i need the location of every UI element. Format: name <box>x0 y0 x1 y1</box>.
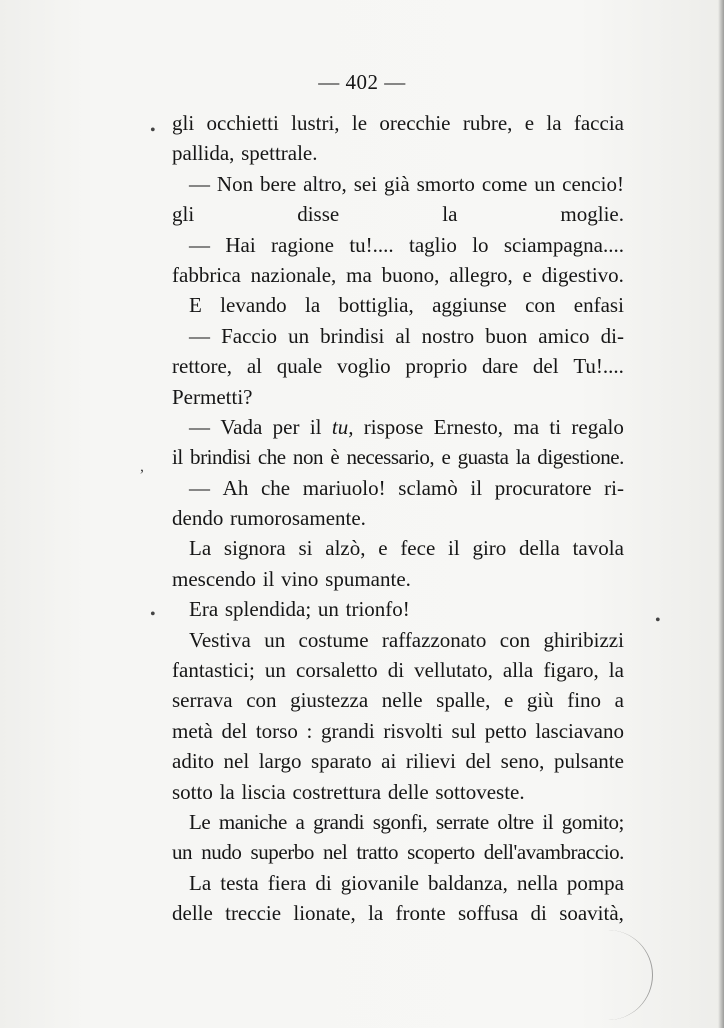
word: e <box>522 262 532 287</box>
text-line <box>172 716 624 746</box>
word: Era <box>189 597 219 622</box>
word: un <box>288 323 310 348</box>
word: adito <box>172 749 214 774</box>
word: spalle, <box>436 688 491 713</box>
word: Le <box>189 809 211 834</box>
word: largo <box>258 749 302 774</box>
word: faccia <box>573 111 624 135</box>
word: fantastici; <box>172 658 255 683</box>
word: fabbrica <box>172 262 241 287</box>
word: fiera <box>267 870 307 895</box>
word: Non <box>216 171 254 196</box>
word: già <box>383 171 410 196</box>
word: sotto <box>172 779 213 804</box>
word: nella <box>516 870 558 895</box>
word: regalo <box>571 414 624 439</box>
word: sclamò <box>398 475 458 500</box>
word: proprio <box>405 354 468 379</box>
word: smorto <box>416 171 475 196</box>
text-line <box>172 290 624 320</box>
word: serrate <box>435 809 489 834</box>
word: brindisi <box>320 323 385 348</box>
margin-mark: • <box>150 606 156 623</box>
word: digestione. <box>537 445 624 470</box>
word: tratto <box>356 840 399 865</box>
word: come <box>481 171 528 196</box>
word: signora <box>223 536 286 561</box>
word: vino <box>281 566 319 591</box>
text-line <box>172 260 624 290</box>
text-line <box>172 138 624 168</box>
word: giovanile <box>340 870 419 895</box>
text-line <box>172 321 624 351</box>
word: disse <box>297 202 340 227</box>
word: — <box>189 232 210 257</box>
word: la <box>442 202 458 227</box>
text-line <box>172 108 624 138</box>
word: vellutato, <box>414 658 493 683</box>
word: la <box>368 901 384 926</box>
word: grandi <box>321 718 375 743</box>
word: rilievi <box>405 749 456 774</box>
word: lionate, <box>293 901 356 926</box>
text-line <box>172 412 624 442</box>
word: di- <box>600 323 624 348</box>
word: a <box>614 688 624 713</box>
word: enfasi <box>573 293 624 318</box>
margin-mark: , <box>140 458 144 475</box>
page-edge-shadow <box>718 0 724 1028</box>
word: serrava <box>172 688 233 713</box>
word: le <box>351 111 368 135</box>
word: corsaletto <box>295 658 378 683</box>
word: la <box>546 111 562 135</box>
word: un <box>264 627 286 652</box>
text-line <box>172 382 624 412</box>
text-line <box>172 199 624 229</box>
margin-mark: • <box>150 122 156 139</box>
word: liscia <box>241 779 286 804</box>
word: di <box>315 870 332 895</box>
body-text <box>172 108 624 929</box>
word: rubre, <box>462 111 513 135</box>
word: bere <box>260 171 297 196</box>
word: occhietti <box>206 111 279 135</box>
word: quale <box>276 354 323 379</box>
word: Ernesto, <box>433 414 504 439</box>
word: il <box>172 445 183 470</box>
word: per <box>272 414 300 439</box>
word: ghiribizzi <box>543 627 624 652</box>
word: scoperto <box>407 840 475 865</box>
word: testa <box>220 870 259 895</box>
word: taglio <box>409 232 457 257</box>
paper-fold-line <box>592 930 653 1020</box>
word: lustri, <box>291 111 340 135</box>
word: bottiglia, <box>338 293 414 318</box>
word: è <box>330 445 340 470</box>
word: superbo <box>250 840 314 865</box>
word: sul <box>451 718 477 743</box>
word: al <box>246 354 262 379</box>
word: soavità, <box>559 901 624 926</box>
word: pallida, <box>172 141 235 166</box>
word: gli <box>172 111 195 135</box>
word: al <box>395 323 411 348</box>
word: costume <box>298 627 369 652</box>
word: si <box>298 536 313 561</box>
word: spettrale. <box>241 141 318 166</box>
word: nudo <box>201 840 242 865</box>
word: delle <box>172 901 213 926</box>
word: non <box>292 445 324 470</box>
word: a <box>295 809 305 834</box>
word: brindisi <box>190 445 251 470</box>
word: e <box>524 111 535 135</box>
word: tu, <box>331 414 354 439</box>
word: della <box>519 536 560 561</box>
word: la <box>515 445 531 470</box>
word: digestivo. <box>541 262 624 287</box>
word: e <box>378 536 388 561</box>
text-line <box>172 777 624 807</box>
text-line <box>172 655 624 685</box>
word: giro <box>472 536 507 561</box>
word: oltre <box>497 809 534 834</box>
word: metà <box>172 718 213 743</box>
word: del <box>532 354 559 379</box>
word: amico <box>538 323 590 348</box>
word: mariuolo! <box>302 475 386 500</box>
word: un <box>534 171 556 196</box>
word: un <box>264 658 286 683</box>
word: sottoveste. <box>435 779 525 804</box>
word: allegro, <box>449 262 513 287</box>
word: E <box>189 293 202 318</box>
word: risvolti <box>383 718 443 743</box>
word: baldanza, <box>428 870 508 895</box>
text-line <box>172 685 624 715</box>
word: grandi <box>313 809 365 834</box>
word: pompa <box>566 870 624 895</box>
word: raffazzonato <box>381 627 487 652</box>
word: voglio <box>336 354 391 379</box>
word: la <box>219 779 235 804</box>
word: aggiunse <box>432 293 507 318</box>
text-line <box>172 351 624 381</box>
word: dare <box>482 354 519 379</box>
text-line <box>172 837 624 867</box>
word: ma <box>513 414 540 439</box>
text-line <box>172 442 624 472</box>
word: maniche <box>218 809 287 834</box>
word: — <box>189 475 210 500</box>
word: costrettura <box>292 779 382 804</box>
word: treccie <box>225 901 282 926</box>
word: sciampagna.... <box>503 232 624 257</box>
word: Vada <box>220 414 263 439</box>
word: procuratore <box>494 475 592 500</box>
text-line <box>172 503 624 533</box>
word: il <box>262 566 275 591</box>
word: Faccio <box>221 323 278 348</box>
word: rispose <box>363 414 424 439</box>
word: rettore, <box>172 354 233 379</box>
word: necessario, <box>346 445 435 470</box>
text-line <box>172 564 624 594</box>
word: seno, <box>500 749 545 774</box>
word: di <box>530 901 547 926</box>
word: giustezza <box>290 688 369 713</box>
word: mescendo <box>172 566 256 591</box>
word: il <box>470 475 483 500</box>
text-line <box>172 898 624 928</box>
word: dell'avambraccio. <box>483 840 624 865</box>
word: tu!.... <box>349 232 394 257</box>
word: il <box>309 414 322 439</box>
word: ri- <box>604 475 624 500</box>
word: un <box>317 597 339 622</box>
word: e <box>441 445 451 470</box>
word: petto <box>484 718 527 743</box>
word: buon <box>485 323 528 348</box>
word: ragione <box>271 232 334 257</box>
word: dendo <box>172 506 224 531</box>
word: giù <box>526 688 554 713</box>
word: — <box>189 171 210 196</box>
word: spumante. <box>325 566 411 591</box>
text-line <box>172 746 624 776</box>
word: ma <box>346 262 372 287</box>
word: orecchie <box>379 111 451 135</box>
word: Tu!.... <box>573 354 624 379</box>
word: nostro <box>421 323 475 348</box>
word: del <box>221 718 248 743</box>
word: nel <box>322 840 348 865</box>
word: buono, <box>381 262 440 287</box>
word: con <box>499 627 531 652</box>
word: ai <box>381 749 397 774</box>
word: con <box>246 688 277 713</box>
word: del <box>465 749 492 774</box>
word: Permetti? <box>172 384 253 409</box>
word: — <box>189 414 210 439</box>
word: un <box>172 840 193 865</box>
word: pulsante <box>553 749 624 774</box>
word: sgonfi, <box>372 809 428 834</box>
word: figaro, <box>543 658 599 683</box>
word: Vestiva <box>189 627 251 652</box>
margin-mark: • <box>655 612 661 629</box>
word: rumorosamente. <box>230 506 366 531</box>
word: La <box>189 870 212 895</box>
text-line <box>172 807 624 837</box>
word: fece <box>400 536 436 561</box>
word: La <box>189 536 212 561</box>
word: e <box>503 688 514 713</box>
text-line <box>172 868 624 898</box>
word: : <box>306 718 313 743</box>
word: sei <box>353 171 378 196</box>
word: fino <box>567 688 602 713</box>
word: la <box>305 293 321 318</box>
word: lasciavano <box>535 718 624 743</box>
word: il <box>542 809 554 834</box>
word: — <box>189 323 210 348</box>
word: che <box>257 445 286 470</box>
text-line <box>172 594 624 624</box>
text-line <box>172 625 624 655</box>
word: fronte <box>395 901 446 926</box>
word: trionfo! <box>345 597 410 622</box>
word: moglie. <box>560 202 624 227</box>
word: delle <box>387 779 429 804</box>
word: alla <box>502 658 534 683</box>
text-line <box>172 533 624 563</box>
word: guasta <box>457 445 509 470</box>
word: Ah <box>222 475 249 500</box>
word: ti <box>549 414 562 439</box>
word: levando <box>220 293 287 318</box>
text-line <box>172 473 624 503</box>
word: splendida; <box>224 597 312 622</box>
word: che <box>260 475 291 500</box>
word: nelle <box>381 688 423 713</box>
word: di <box>387 658 405 683</box>
word: gomito; <box>561 809 624 834</box>
word: altro, <box>303 171 347 196</box>
page-number: — 402 — <box>318 70 406 94</box>
word: la <box>608 658 624 683</box>
word: cencio! <box>562 171 624 196</box>
word: Hai <box>225 232 256 257</box>
word: lo <box>472 232 489 257</box>
word: nazionale, <box>250 262 337 287</box>
word: alzò, <box>325 536 366 561</box>
word: nel <box>223 749 250 774</box>
word: con <box>525 293 556 318</box>
text-line <box>172 230 624 260</box>
text-line <box>172 169 624 199</box>
word: torso <box>255 718 298 743</box>
word: soffusa <box>457 901 519 926</box>
word: il <box>448 536 460 561</box>
word: gli <box>172 202 195 227</box>
word: tavola <box>572 536 624 561</box>
word: sparato <box>310 749 372 774</box>
